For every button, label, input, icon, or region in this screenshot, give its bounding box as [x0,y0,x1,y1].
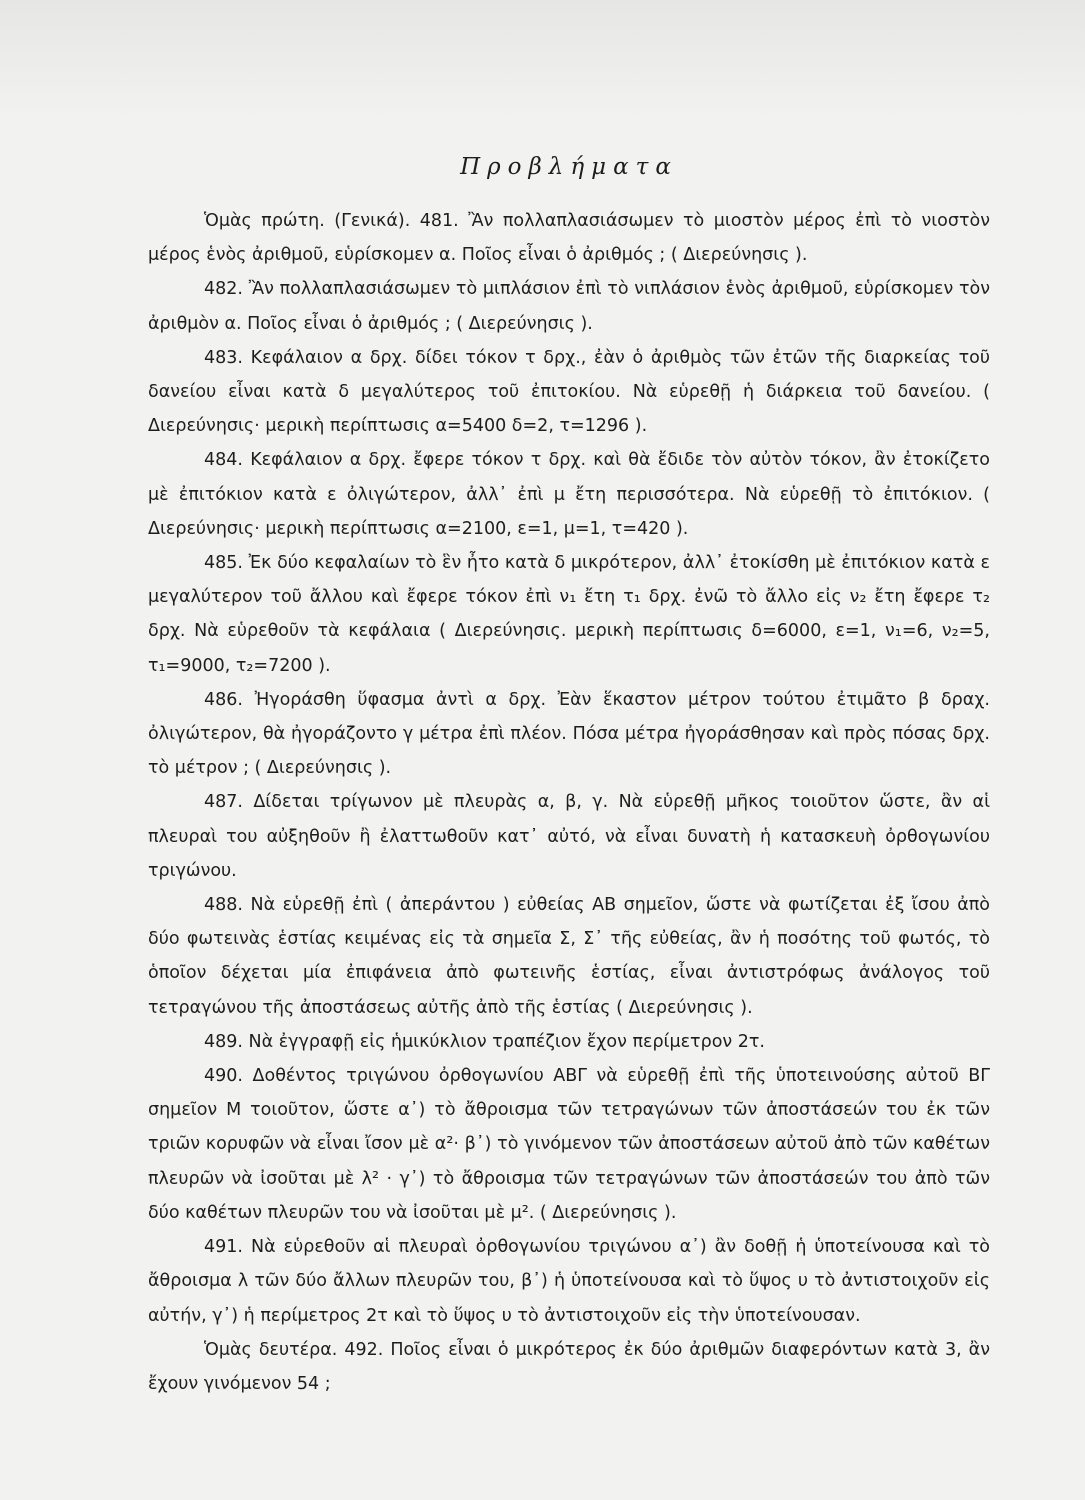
problem-489: 489. Νὰ ἐγγραφῇ εἰς ἡμικύκλιον τραπέζιον ἔχον περίμετρον 2τ. [204,1031,765,1052]
problem-488: 488. Νὰ εὑρεθῇ ἐπὶ ( ἀπεράντου ) εὐθείας ΑΒ σημεῖον, ὥστε νὰ φωτίζεται ἐξ ἴσου ἀπὸ δύο φωτεινὰς ἑστίας κειμένας εἰς τὰ σημεῖα Σ, Σ᾽ τῆς εὐθείας, ἂν ἡ ποσότης τοῦ φωτός, τὸ ὁποῖον δέχεται μία ἐπιφάνεια ἀπὸ φωτεινῆς ἑστίας, εἶναι ἀντιστρόφως ἀνάλογος τοῦ τετραγώνου τῆς ἀποστάσεως αὐτῆς ἀπὸ τῆς ἑστίας ( Διερεύνησις ). [148,895,990,1018]
problem-492: Ὁμὰς δευτέρα. 492. Ποῖος εἶναι ὁ μικρότερος ἐκ δύο ἀριθμῶν διαφερόντων κατὰ 3, ἂν ἔχουν γινόμενον 54 ; [148,1339,990,1394]
page-title: Προβλήματα [460,154,678,180]
problem-list [148,204,990,1401]
problem-490: 490. Δοθέντος τριγώνου ὀρθογωνίου ΑΒΓ νὰ εὑρεθῇ ἐπὶ τῆς ὑποτεινούσης αὐτοῦ ΒΓ σημεῖον Μ τοιοῦτον, ὥστε α᾽) τὸ ἄθροισμα τῶν τετραγώνων τῶν ἀποστάσεών του ἐκ τῶν τριῶν κορυφῶν νὰ εἶναι ἴσον μὲ α²· β᾽) τὸ γινόμενον τῶν ἀποστάσεων αὐτοῦ ἀπὸ τῶν καθέτων πλευρῶν νὰ ἰσοῦται μὲ λ² · γ᾽) τὸ ἄθροισμα τῶν τετραγώνων τῶν ἀποστάσεών του ἀπὸ τῶν δύο καθέτων πλευρῶν του νὰ ἰσοῦται μὲ μ². ( Διερεύνησις ). [148,1066,990,1223]
problem-485: 485. Ἐκ δύο κεφαλαίων τὸ ἓν ἦτο κατὰ δ μικρότερον, ἀλλ᾽ ἐτοκίσθη μὲ ἐπιτόκιον κατὰ ε μεγαλύτερον τοῦ ἄλλου καὶ ἔφερε τόκον ἐπὶ ν₁ ἔτη τ₁ δρχ. ἐνῶ τὸ ἄλλο εἰς ν₂ ἔτη ἔφερε τ₂ δρχ. Νὰ εὑρεθοῦν τὰ κεφάλαια ( Διερεύνησις. μερικὴ περίπτωσις δ=6000, ε=1, ν₁=6, ν₂=5, τ₁=9000, τ₂=7200 ). [148,553,990,676]
problem-481: Ὁμὰς πρώτη. (Γενικά). 481. Ἂν πολλαπλασιάσωμεν τὸ μιοστὸν μέρος ἐπὶ τὸ νιοστὸν μέρος ἑνὸς ἀριθμοῦ, εὑρίσκομεν α. Ποῖος εἶναι ὁ ἀριθμός ; ( Διερεύνησις ). [148,211,990,266]
problem-484: 484. Κεφάλαιον α δρχ. ἔφερε τόκον τ δρχ. καὶ θὰ ἔδιδε τὸν αὐτὸν τόκον, ἂν ἐτοκίζετο μὲ ἐπιτόκιον κατὰ ε ὀλιγώτερον, ἀλλ᾽ ἐπὶ μ ἔτη περισσότερα. Νὰ εὑρεθῇ τὸ ἐπιτόκιον. ( Διερεύνησις· μερικὴ περίπτωσις α=2100, ε=1, μ=1, τ=420 ). [148,450,990,539]
problem-482: 482. Ἂν πολλαπλασιάσωμεν τὸ μιπλάσιον ἐπὶ τὸ νιπλάσιον ἑνὸς ἀριθμοῦ, εὑρίσκομεν τὸν ἀριθμὸν α. Ποῖος εἶναι ὁ ἀριθμός ; ( Διερεύνησις ). [148,279,990,334]
problem-483: 483. Κεφάλαιον α δρχ. δίδει τόκον τ δρχ., ἐὰν ὁ ἀριθμὸς τῶν ἐτῶν τῆς διαρκείας τοῦ δανείου εἶναι κατὰ δ μεγαλύτερος τοῦ ἐπιτοκίου. Νὰ εὑρεθῇ ἡ διάρκεια τοῦ δανείου. ( Διερεύνησις· μερικὴ περίπτωσις α=5400 δ=2, τ=1296 ). [148,347,990,437]
problem-486: 486. Ἠγοράσθη ὕφασμα ἀντὶ α δρχ. Ἐὰν ἕκαστον μέτρον τούτου ἐτιμᾶτο β δραχ. ὀλιγώτερον, θὰ ἠγοράζοντο γ μέτρα ἐπὶ πλέον. Πόσα μέτρα ἠγοράσθησαν καὶ πρὸς πόσας δρχ. τὸ μέτρον ; ( Διερεύνησις ). [148,689,990,779]
document-page [148,152,990,1401]
problem-487: 487. Δίδεται τρίγωνον μὲ πλευρὰς α, β, γ. Νὰ εὑρεθῇ μῆκος τοιοῦτον ὥστε, ἂν αἱ πλευραὶ του αὐξηθοῦν ἢ ἐλαττωθοῦν κατ᾽ αὐτό, νὰ εἶναι δυνατὴ ἡ κατασκευὴ ὀρθογωνίου τριγώνου. [148,792,990,881]
scan-shadow [0,0,1085,120]
problem-491: 491. Νὰ εὑρεθοῦν αἱ πλευραὶ ὀρθογωνίου τριγώνου α᾽) ἂν δοθῇ ἡ ὑποτείνουσα καὶ τὸ ἄθροισμα λ τῶν δύο ἄλλων πλευρῶν του, β᾽) ἡ ὑποτείνουσα καὶ τὸ ὕψος υ τὸ ἀντιστοιχοῦν εἰς αὐτήν, γ᾽) ἡ περίμετρος 2τ καὶ τὸ ὕψος υ τὸ ἀντιστοιχοῦν εἰς τὴν ὑποτείνουσαν. [148,1237,990,1326]
